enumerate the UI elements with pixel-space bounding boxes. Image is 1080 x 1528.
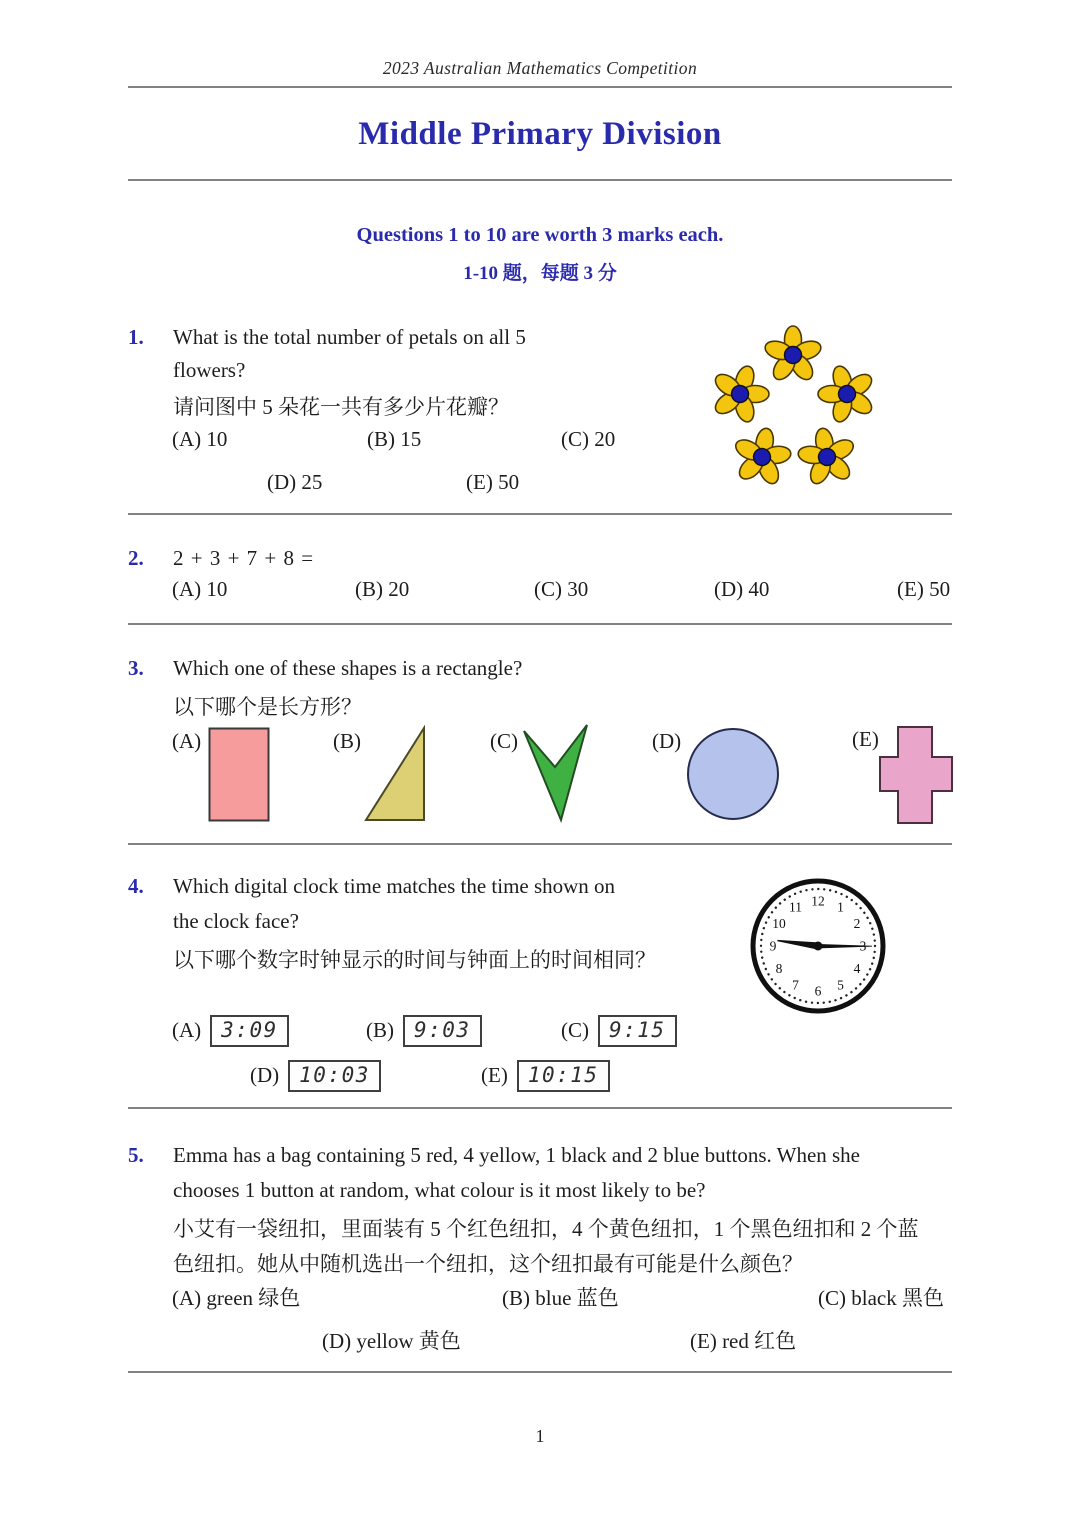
svg-text:12: 12: [811, 893, 825, 909]
running-head: 2023 Australian Mathematics Competition: [382, 58, 698, 78]
question-3-option-c-label: (C): [490, 729, 518, 753]
question-4-option-a: [172, 1014, 289, 1047]
page-title: Middle Primary Division: [358, 116, 722, 152]
question-2-option-a: (A) 10: [172, 577, 228, 601]
svg-text:7: 7: [792, 977, 799, 993]
question-1-option-a: (A) 10: [172, 427, 228, 451]
question-2-option-b: (B) 20: [355, 577, 410, 601]
flower: [727, 423, 796, 490]
flower: [792, 423, 861, 490]
flower: [702, 357, 777, 430]
cross-shape: [878, 725, 954, 825]
svg-text:2: 2: [853, 916, 861, 931]
question-2-option-e: (E) 50: [897, 577, 951, 601]
flower: [763, 326, 823, 383]
option-label: (E): [481, 1063, 508, 1087]
digital-clock-display: 9:15: [598, 1015, 677, 1047]
question-1-option-e: (E) 50: [466, 470, 520, 494]
question-4-text-line-2: the clock face?: [173, 909, 299, 933]
question-3-text: Which one of these shapes is a rectangle?: [173, 656, 523, 680]
svg-text:9: 9: [769, 938, 777, 954]
question-1-text-line-1: What is the total number of petals on all 5: [173, 325, 526, 349]
instruction-chinese: 1-10 题，每题 3 分: [463, 263, 617, 284]
question-3-option-e-label: (E): [852, 727, 879, 751]
flowers-figure: [690, 312, 950, 497]
question-4-option-b: [366, 1014, 482, 1047]
question-3-text-chinese: 以下哪个是长方形？: [173, 695, 362, 719]
question-1-option-c: (C) 20: [561, 427, 616, 451]
question-4-text-line-1: Which digital clock time matches the time shown on: [173, 874, 616, 898]
page-number: 1: [535, 1426, 545, 1446]
divider-q5: [128, 1371, 952, 1373]
divider-q4: [128, 1107, 952, 1109]
question-5-option-b: (B) blue 蓝色: [502, 1286, 619, 1310]
question-3-option-b-label: (B): [333, 729, 361, 753]
question-5-number: 5.: [128, 1143, 144, 1167]
analog-clock-face: [748, 876, 888, 1016]
question-5-option-a: (A) green 绿色: [172, 1286, 301, 1310]
header-rule-bottom: [128, 179, 952, 181]
svg-text:1: 1: [837, 899, 844, 915]
question-4-number: 4.: [128, 874, 144, 898]
question-1-option-d: (D) 25: [267, 470, 323, 494]
option-label: (C): [561, 1018, 589, 1042]
down-arrow-shape: [521, 723, 591, 823]
option-label: (B): [366, 1018, 394, 1042]
question-4-option-c: [561, 1014, 677, 1047]
question-5-text-line-2: chooses 1 button at random, what colour is it most likely to be?: [173, 1178, 706, 1202]
svg-text:5: 5: [837, 977, 844, 993]
question-2-option-c: (C) 30: [534, 577, 589, 601]
svg-text:10: 10: [772, 916, 786, 931]
question-2-expression: 2 + 3 + 7 + 8 =: [173, 546, 315, 570]
circle-shape: [685, 726, 781, 822]
question-3-option-a-label: (A): [172, 729, 202, 753]
triangle-shape: [364, 725, 426, 822]
question-3-number: 3.: [128, 656, 144, 680]
svg-text:6: 6: [814, 983, 822, 999]
divider-q3: [128, 843, 952, 845]
question-5-option-c: (C) black 黑色: [818, 1286, 944, 1310]
clock-center-hub: [814, 942, 823, 951]
question-4-option-e: [481, 1059, 610, 1092]
question-5-option-d: (D) yellow 黄色: [322, 1329, 461, 1353]
question-5-text-chinese-line-1: 小艾有一袋纽扣，里面装有 5 个红色纽扣，4 个黄色纽扣，1 个黑色纽扣和 2 个蓝: [173, 1217, 919, 1241]
question-4-option-d: [250, 1059, 381, 1092]
digital-clock-display: 3:09: [210, 1015, 289, 1047]
question-1-number: 1.: [128, 325, 144, 349]
question-2-option-d: (D) 40: [714, 577, 770, 601]
question-1-text-line-2: flowers?: [173, 358, 246, 382]
question-1-option-b: (B) 15: [367, 427, 422, 451]
divider-q2: [128, 623, 952, 625]
question-5-option-e: (E) red 红色: [690, 1329, 797, 1353]
question-5-text-line-1: Emma has a bag containing 5 red, 4 yellow, 1 black and 2 blue buttons. When she: [173, 1143, 861, 1167]
question-5-text-chinese-line-2: 色纽扣。她从中随机选出一个纽扣，这个纽扣最有可能是什么颜色？: [173, 1252, 803, 1276]
question-2-number: 2.: [128, 546, 144, 570]
svg-text:8: 8: [775, 961, 783, 976]
question-1-text-chinese: 请问图中 5 朵花一共有多少片花瓣？: [173, 395, 509, 419]
instruction-english: Questions 1 to 10 are worth 3 marks each.: [356, 224, 724, 246]
question-3-option-d-label: (D): [652, 729, 682, 753]
digital-clock-display: 10:03: [288, 1060, 381, 1092]
option-label: (D): [250, 1063, 280, 1087]
question-4-text-chinese: 以下哪个数字时钟显示的时间与钟面上的时间相同？: [173, 948, 656, 972]
flower: [809, 357, 884, 430]
digital-clock-display: 10:15: [517, 1060, 610, 1092]
header-rule-top: [128, 86, 952, 88]
divider-q1: [128, 513, 952, 515]
digital-clock-display: 9:03: [403, 1015, 482, 1047]
svg-text:4: 4: [853, 961, 861, 976]
option-label: (A): [172, 1018, 202, 1042]
svg-text:11: 11: [789, 899, 802, 915]
rectangle-shape: [208, 727, 270, 822]
